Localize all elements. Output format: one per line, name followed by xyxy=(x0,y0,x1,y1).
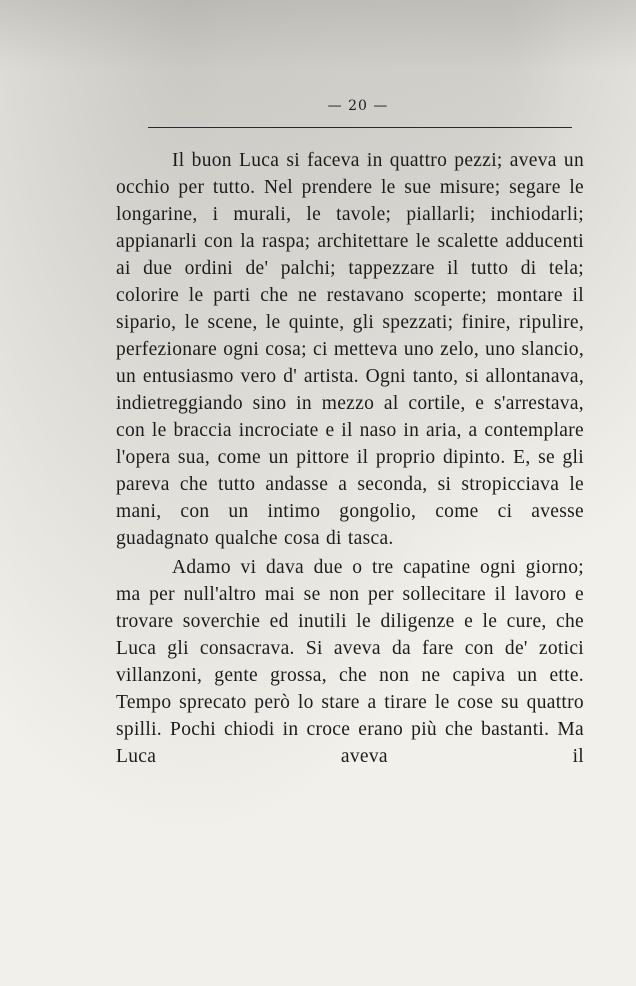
page-edge-shadow xyxy=(0,0,636,70)
header-rule xyxy=(148,127,572,128)
body-text xyxy=(116,147,584,770)
page-number: — 20 — xyxy=(327,98,389,114)
paragraph: Il buon Luca si faceva in quattro pezzi; aveva un occhio per tutto. Nel prendere le sue misure; segare le longarine, i murali, le tavole; piallarli; inchiodarli; appianarli con la raspa; architettare le scalette adducenti ai due ordini de' palchi; tappezzare il tutto di tela; colorire le parti che ne restavano scoperte; montare il sipario, le scene, le quinte, gli spezzati; finire, ripulire, perfezionare ogni cosa; ci metteva uno zelo, uno slancio, un entusiasmo vero d' artista. Ogni tanto, si allontanava, indietreggiando sino in mezzo al cortile, e s'arrestava, con le braccia incrociate e il naso in aria, a contemplare l'opera sua, come un pittore il proprio dipinto. E, se gli pareva che tutto andasse a seconda, si stropicciava le mani, con un intimo gongolio, come ci avesse guadagnato qualche cosa di tasca. xyxy=(116,150,585,549)
paragraph: Adamo vi dava due o tre capatine ogni giorno; ma per null'altro mai se non per sollecitare il lavoro e trovare soverchie ed inutili le diligenze e le cure, che Luca gli consacrava. Si aveva da fare con de' zotici villanzoni, gente grossa, che non ne capiva un ette. Tempo sprecato però lo stare a tirare le cose su quattro spilli. Pochi chiodi in croce erano più che bastanti. Ma Luca aveva il xyxy=(116,557,584,767)
